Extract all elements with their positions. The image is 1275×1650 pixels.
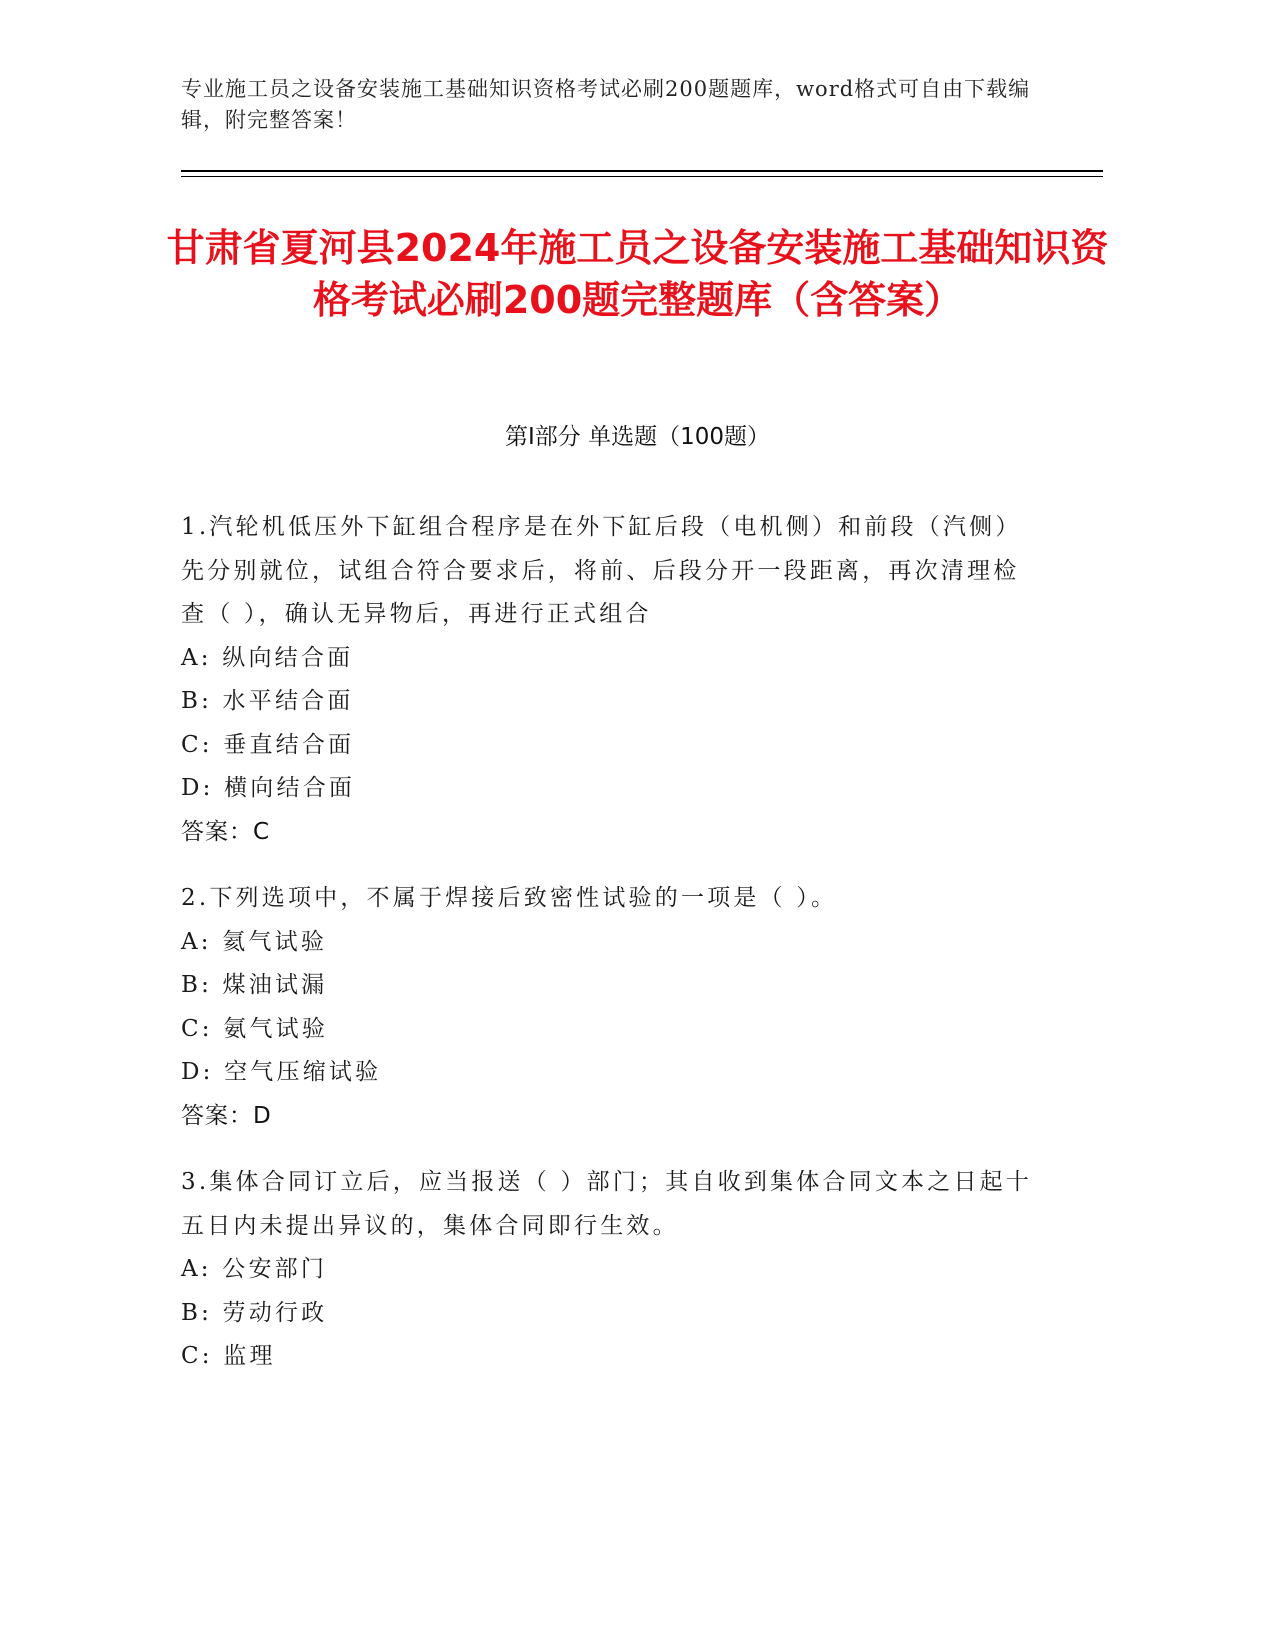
header-note: 专业施工员之设备安装施工基础知识资格考试必刷200题题库，word格式可自由下载编辑，附完整答案！ bbox=[181, 77, 1031, 132]
question-stem: 2.下列选项中，不属于焊接后致密性试验的一项是（ ）。 bbox=[181, 885, 838, 911]
option-c: C: 监理 bbox=[181, 1343, 276, 1369]
option-b: B: 煤油试漏 bbox=[181, 972, 328, 998]
option-b: B: 劳动行政 bbox=[181, 1299, 328, 1326]
option-c: C: 氨气试验 bbox=[181, 1015, 329, 1042]
option-b: B: 水平结合面 bbox=[181, 688, 354, 714]
question-stem: 1.汽轮机低压外下缸组合程序是在外下缸后段（电机侧）和前段（汽侧）先分别就位，试组合符合要求后，将前、后段分开一段距离，再次清理检查（ ），确认无异物后，再进行正式组合 bbox=[181, 514, 1022, 627]
option-d: D: 横向结合面 bbox=[181, 775, 356, 801]
option-a: A: 纵向结合面 bbox=[181, 644, 354, 671]
question-list bbox=[181, 506, 1041, 1402]
header-divider-thick bbox=[181, 170, 1103, 172]
question-3 bbox=[181, 1161, 1041, 1379]
option-d: D: 空气压缩试验 bbox=[181, 1059, 382, 1085]
section-title: 第I部分 单选题（100题） bbox=[505, 424, 770, 450]
option-c: C: 垂直结合面 bbox=[181, 731, 355, 758]
answer: 答案：C bbox=[181, 818, 271, 845]
option-a: A: 公安部门 bbox=[181, 1256, 328, 1282]
option-a: A: 氦气试验 bbox=[181, 928, 328, 955]
header-divider-thin bbox=[181, 176, 1103, 177]
question-1 bbox=[181, 506, 1041, 854]
question-2 bbox=[181, 877, 1041, 1138]
question-stem: 3.集体合同订立后，应当报送（ ）部门；其自收到集体合同文本之日起十五日内未提出异议的，集体合同即行生效。 bbox=[181, 1169, 1033, 1239]
answer: 答案：D bbox=[181, 1102, 272, 1129]
document-title: 甘肃省夏河县2024年施工员之设备安装施工基础知识资格考试必刷200题完整题库（含答案） bbox=[166, 226, 1109, 322]
